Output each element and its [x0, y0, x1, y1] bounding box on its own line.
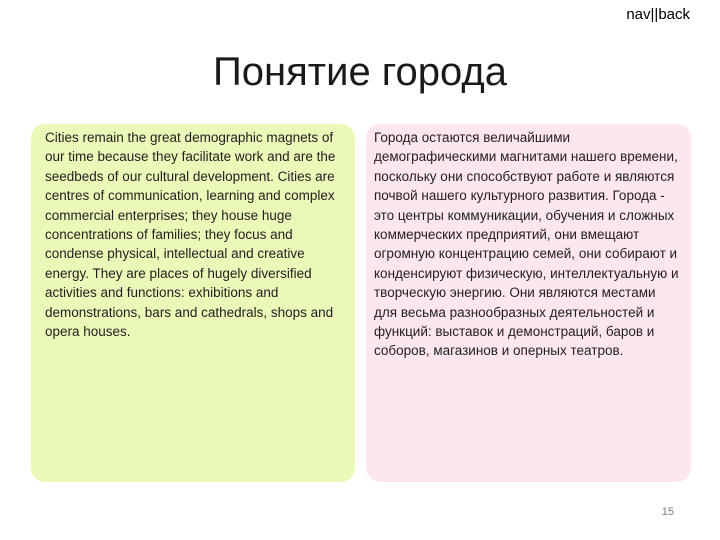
- english-text-panel: [31, 124, 355, 482]
- russian-text: Города остаются величайшими демографическими магнитами нашего времени, поскольку они способствуют работе и являются почвой нашего культурного развития. Города - это центры коммуникации, обучения и сложных коммерческих предприятий, они вмещают огромную концентрацию семей, они собирают и конденсируют физическую, интеллектуальную и творческую энергию. Они являются местами для весьма разнообразных деятельностей и функций: выставок и демонстраций, баров и соборов, магазинов и оперных театров.: [374, 130, 679, 359]
- page-number: 15: [661, 506, 674, 518]
- slide-title: Понятие города: [213, 50, 507, 94]
- nav-link[interactable]: nav: [626, 6, 651, 23]
- english-text: Cities remain the great demographic magnets of our time because they facilitate work and are the seedbeds of our cultural development. Cities are centres of communication, learning and complex commercial enterprises; they house huge concentrations of families; they focus and condense physical, intellectual and creative energy. They are places of hugely diversified activities and functions: exhibitions and demonstrations, bars and cathedrals, shops and opera houses.: [45, 130, 336, 340]
- russian-text-panel: [366, 124, 691, 482]
- slide-navigation: [626, 6, 690, 24]
- back-link[interactable]: back: [658, 6, 690, 23]
- nav-separator: ||: [650, 6, 659, 23]
